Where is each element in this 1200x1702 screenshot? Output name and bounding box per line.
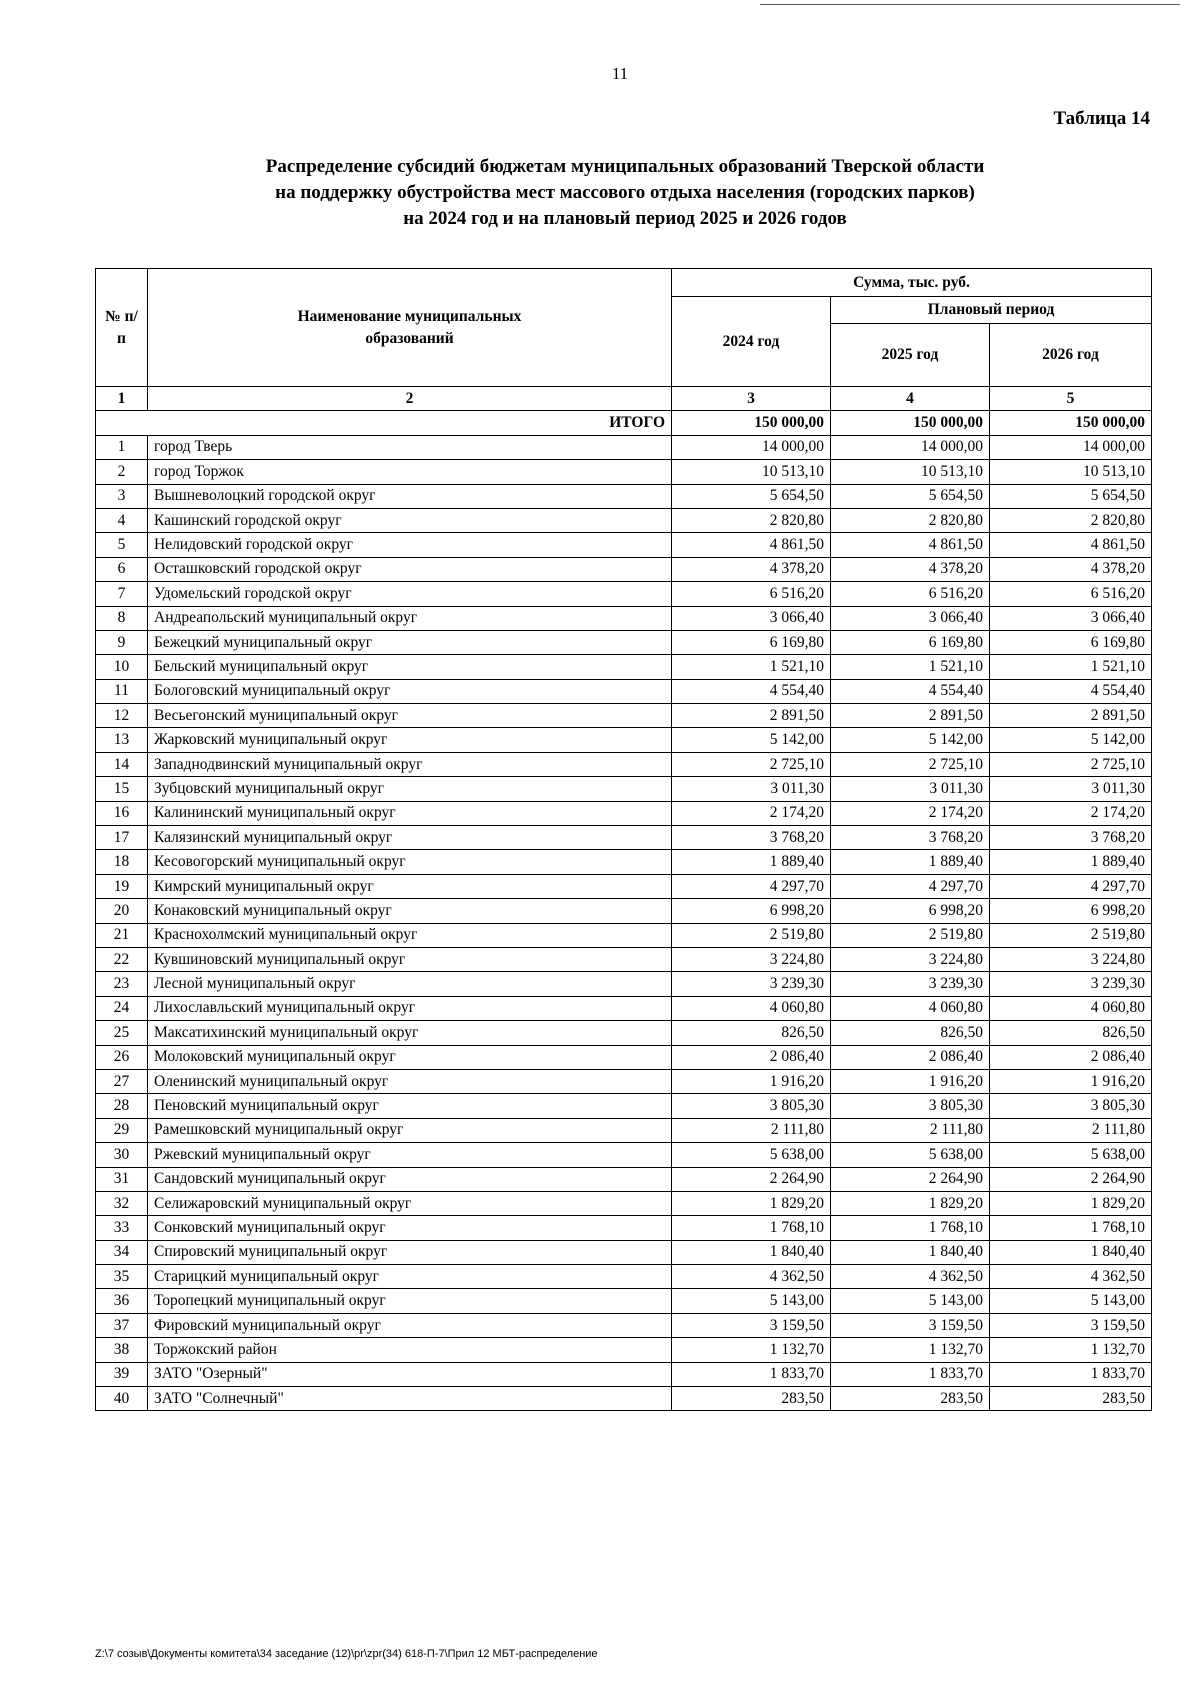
row-name: ЗАТО "Озерный" (148, 1362, 672, 1386)
row-number: 16 (96, 801, 148, 825)
row-value-2025: 1 829,20 (831, 1191, 990, 1215)
row-number: 5 (96, 533, 148, 557)
table-row (96, 1313, 1152, 1337)
row-number: 38 (96, 1338, 148, 1362)
row-number: 30 (96, 1143, 148, 1167)
header-2026: 2026 год (990, 324, 1152, 387)
row-value-2025: 2 519,80 (831, 923, 990, 947)
table-row (96, 582, 1152, 606)
row-number: 35 (96, 1265, 148, 1289)
row-number: 22 (96, 947, 148, 971)
row-number: 17 (96, 826, 148, 850)
table-row (96, 557, 1152, 581)
row-value-2026: 1 132,70 (990, 1338, 1152, 1362)
row-value-2026: 1 521,10 (990, 655, 1152, 679)
row-value-2025: 2 174,20 (831, 801, 990, 825)
row-name: Кесовогорский муниципальный округ (148, 850, 672, 874)
row-value-2024: 3 066,40 (672, 606, 831, 630)
total-label: ИТОГО (96, 411, 672, 435)
row-value-2024: 6 998,20 (672, 899, 831, 923)
table-row (96, 679, 1152, 703)
row-value-2024: 2 086,40 (672, 1045, 831, 1069)
table-row (96, 508, 1152, 532)
row-number: 24 (96, 996, 148, 1020)
row-name: Калязинский муниципальный округ (148, 826, 672, 850)
row-number: 8 (96, 606, 148, 630)
row-value-2025: 5 654,50 (831, 484, 990, 508)
row-value-2025: 6 998,20 (831, 899, 990, 923)
row-number: 20 (96, 899, 148, 923)
row-value-2026: 5 142,00 (990, 728, 1152, 752)
row-value-2024: 1 889,40 (672, 850, 831, 874)
row-name: Старицкий муниципальный округ (148, 1265, 672, 1289)
table-row (96, 655, 1152, 679)
row-value-2025: 3 239,30 (831, 972, 990, 996)
row-name: Бельский муниципальный округ (148, 655, 672, 679)
header-sum: Сумма, тыс. руб. (672, 269, 1152, 297)
total-2026: 150 000,00 (990, 411, 1152, 435)
table-row (96, 484, 1152, 508)
table-row (96, 1118, 1152, 1142)
row-value-2024: 2 519,80 (672, 923, 831, 947)
row-value-2024: 5 143,00 (672, 1289, 831, 1313)
table-row (96, 630, 1152, 654)
row-name: Молоковский муниципальный округ (148, 1045, 672, 1069)
row-name: Андреапольский муниципальный округ (148, 606, 672, 630)
row-value-2025: 4 378,20 (831, 557, 990, 581)
table-row (96, 874, 1152, 898)
row-number: 21 (96, 923, 148, 947)
col-number-1: 1 (96, 387, 148, 411)
row-value-2026: 2 264,90 (990, 1167, 1152, 1191)
row-value-2024: 14 000,00 (672, 435, 831, 459)
row-name: Калининский муниципальный округ (148, 801, 672, 825)
row-value-2025: 5 143,00 (831, 1289, 990, 1313)
scan-edge-line (760, 4, 1180, 5)
row-value-2026: 5 654,50 (990, 484, 1152, 508)
row-name: Вышневолоцкий городской округ (148, 484, 672, 508)
row-value-2024: 6 169,80 (672, 630, 831, 654)
table-row (96, 1021, 1152, 1045)
row-number: 9 (96, 630, 148, 654)
row-number: 11 (96, 679, 148, 703)
row-name: Пеновский муниципальный округ (148, 1094, 672, 1118)
row-number: 14 (96, 752, 148, 776)
row-value-2025: 1 833,70 (831, 1362, 990, 1386)
row-value-2026: 2 725,10 (990, 752, 1152, 776)
row-value-2024: 1 521,10 (672, 655, 831, 679)
row-value-2026: 4 861,50 (990, 533, 1152, 557)
row-number: 26 (96, 1045, 148, 1069)
header-2024: 2024 год (672, 297, 831, 387)
row-number: 37 (96, 1313, 148, 1337)
row-name: Лихославльский муниципальный округ (148, 996, 672, 1020)
row-value-2024: 2 264,90 (672, 1167, 831, 1191)
header-num: № п/п (96, 269, 148, 387)
row-number: 31 (96, 1167, 148, 1191)
row-number: 4 (96, 508, 148, 532)
row-name: Фировский муниципальный округ (148, 1313, 672, 1337)
row-value-2026: 3 239,30 (990, 972, 1152, 996)
row-value-2024: 10 513,10 (672, 460, 831, 484)
table-row (96, 777, 1152, 801)
table-row (96, 460, 1152, 484)
row-value-2026: 6 169,80 (990, 630, 1152, 654)
row-value-2025: 5 142,00 (831, 728, 990, 752)
row-name: Конаковский муниципальный округ (148, 899, 672, 923)
table-row (96, 704, 1152, 728)
row-value-2025: 14 000,00 (831, 435, 990, 459)
row-number: 29 (96, 1118, 148, 1142)
header-name-text: Наименование муниципальных образований (297, 307, 522, 347)
row-name: Бологовский муниципальный округ (148, 679, 672, 703)
row-value-2026: 5 638,00 (990, 1143, 1152, 1167)
row-number: 6 (96, 557, 148, 581)
row-value-2026: 1 889,40 (990, 850, 1152, 874)
col-number-3: 3 (672, 387, 831, 411)
row-number: 40 (96, 1387, 148, 1411)
header-name (148, 269, 672, 387)
row-value-2026: 6 998,20 (990, 899, 1152, 923)
table-row (96, 435, 1152, 459)
row-value-2024: 2 725,10 (672, 752, 831, 776)
row-value-2025: 2 111,80 (831, 1118, 990, 1142)
row-number: 34 (96, 1240, 148, 1264)
row-value-2025: 3 159,50 (831, 1313, 990, 1337)
row-value-2024: 1 768,10 (672, 1216, 831, 1240)
row-value-2025: 1 840,40 (831, 1240, 990, 1264)
row-name: Бежецкий муниципальный округ (148, 630, 672, 654)
col-number-2: 2 (148, 387, 672, 411)
row-value-2026: 3 011,30 (990, 777, 1152, 801)
row-value-2026: 3 805,30 (990, 1094, 1152, 1118)
row-value-2026: 283,50 (990, 1387, 1152, 1411)
file-path-footer: Z:\7 созыв\Документы комитета\34 заседание (12)\pr\zpr(34) 618-П-7\Прил 12 МБТ-распределение (95, 1648, 598, 1660)
row-value-2025: 1 521,10 (831, 655, 990, 679)
table-row (96, 1265, 1152, 1289)
row-value-2025: 4 297,70 (831, 874, 990, 898)
row-number: 19 (96, 874, 148, 898)
row-value-2024: 3 768,20 (672, 826, 831, 850)
row-value-2026: 2 111,80 (990, 1118, 1152, 1142)
subsidy-table (95, 268, 1152, 1411)
row-name: Зубцовский муниципальный округ (148, 777, 672, 801)
row-value-2025: 4 554,40 (831, 679, 990, 703)
row-value-2026: 1 768,10 (990, 1216, 1152, 1240)
table-row (96, 1216, 1152, 1240)
row-value-2026: 3 159,50 (990, 1313, 1152, 1337)
row-name: Спировский муниципальный округ (148, 1240, 672, 1264)
row-value-2026: 5 143,00 (990, 1289, 1152, 1313)
table-row (96, 533, 1152, 557)
row-value-2026: 2 174,20 (990, 801, 1152, 825)
row-number: 28 (96, 1094, 148, 1118)
row-name: Максатихинский муниципальный округ (148, 1021, 672, 1045)
row-value-2025: 4 861,50 (831, 533, 990, 557)
row-name: Краснохолмский муниципальный округ (148, 923, 672, 947)
row-value-2026: 4 378,20 (990, 557, 1152, 581)
total-2025: 150 000,00 (831, 411, 990, 435)
row-value-2024: 3 159,50 (672, 1313, 831, 1337)
row-number: 23 (96, 972, 148, 996)
row-value-2025: 6 516,20 (831, 582, 990, 606)
row-name: Лесной муниципальный округ (148, 972, 672, 996)
table-row (96, 1045, 1152, 1069)
table-row (96, 1387, 1152, 1411)
row-value-2025: 3 066,40 (831, 606, 990, 630)
row-value-2025: 1 916,20 (831, 1069, 990, 1093)
table-row (96, 972, 1152, 996)
row-value-2026: 2 891,50 (990, 704, 1152, 728)
row-name: Сонковский муниципальный округ (148, 1216, 672, 1240)
title-line-2: на поддержку обустройства мест массового отдыха населения (городских парков) (275, 182, 975, 203)
table-row (96, 996, 1152, 1020)
row-number: 25 (96, 1021, 148, 1045)
row-name: Сандовский муниципальный округ (148, 1167, 672, 1191)
col-number-5: 5 (990, 387, 1152, 411)
row-value-2024: 1 829,20 (672, 1191, 831, 1215)
row-value-2026: 6 516,20 (990, 582, 1152, 606)
table-row (96, 801, 1152, 825)
row-value-2025: 2 725,10 (831, 752, 990, 776)
row-name: Ржевский муниципальный округ (148, 1143, 672, 1167)
total-2024: 150 000,00 (672, 411, 831, 435)
row-value-2025: 10 513,10 (831, 460, 990, 484)
table-row (96, 923, 1152, 947)
row-value-2024: 3 239,30 (672, 972, 831, 996)
table-row (96, 1167, 1152, 1191)
row-name: Кашинский городской округ (148, 508, 672, 532)
row-value-2025: 3 224,80 (831, 947, 990, 971)
row-number: 3 (96, 484, 148, 508)
title-line-3: на 2024 год и на плановый период 2025 и 2026 годов (403, 208, 847, 229)
row-number: 18 (96, 850, 148, 874)
row-value-2025: 4 060,80 (831, 996, 990, 1020)
table-row (96, 1240, 1152, 1264)
table-row (96, 947, 1152, 971)
document-title (140, 154, 1110, 232)
row-number: 39 (96, 1362, 148, 1386)
header-2025: 2025 год (831, 324, 990, 387)
row-value-2024: 4 060,80 (672, 996, 831, 1020)
table-row (96, 1094, 1152, 1118)
row-number: 1 (96, 435, 148, 459)
row-value-2024: 4 554,40 (672, 679, 831, 703)
row-value-2024: 2 174,20 (672, 801, 831, 825)
row-value-2026: 4 060,80 (990, 996, 1152, 1020)
row-number: 13 (96, 728, 148, 752)
table-row (96, 1289, 1152, 1313)
row-name: ЗАТО "Солнечный" (148, 1387, 672, 1411)
row-value-2024: 1 840,40 (672, 1240, 831, 1264)
row-name: Торопецкий муниципальный округ (148, 1289, 672, 1313)
row-number: 27 (96, 1069, 148, 1093)
row-value-2025: 826,50 (831, 1021, 990, 1045)
title-line-1: Распределение субсидий бюджетам муниципальных образований Тверской области (265, 156, 985, 177)
row-number: 7 (96, 582, 148, 606)
total-row (96, 411, 1152, 435)
row-name: Кимрский муниципальный округ (148, 874, 672, 898)
row-value-2025: 4 362,50 (831, 1265, 990, 1289)
row-value-2025: 283,50 (831, 1387, 990, 1411)
row-name: Селижаровский муниципальный округ (148, 1191, 672, 1215)
row-value-2025: 5 638,00 (831, 1143, 990, 1167)
row-name: Оленинский муниципальный округ (148, 1069, 672, 1093)
row-name: Торжокский район (148, 1338, 672, 1362)
row-name: Рамешковский муниципальный округ (148, 1118, 672, 1142)
row-name: город Тверь (148, 435, 672, 459)
row-name: Осташковский городской округ (148, 557, 672, 581)
table-row (96, 850, 1152, 874)
row-number: 32 (96, 1191, 148, 1215)
table-row (96, 1069, 1152, 1093)
row-value-2026: 1 840,40 (990, 1240, 1152, 1264)
row-value-2024: 1 916,20 (672, 1069, 831, 1093)
row-value-2026: 826,50 (990, 1021, 1152, 1045)
row-value-2024: 283,50 (672, 1387, 831, 1411)
row-value-2024: 3 011,30 (672, 777, 831, 801)
row-number: 36 (96, 1289, 148, 1313)
row-value-2024: 2 111,80 (672, 1118, 831, 1142)
row-value-2025: 1 768,10 (831, 1216, 990, 1240)
table-row (96, 1338, 1152, 1362)
table-label: Таблица 14 (1053, 108, 1150, 129)
row-value-2025: 3 011,30 (831, 777, 990, 801)
row-value-2026: 4 554,40 (990, 679, 1152, 703)
row-value-2026: 10 513,10 (990, 460, 1152, 484)
row-name: Удомельский городской округ (148, 582, 672, 606)
row-value-2026: 3 768,20 (990, 826, 1152, 850)
row-value-2026: 14 000,00 (990, 435, 1152, 459)
row-value-2026: 3 066,40 (990, 606, 1152, 630)
row-value-2024: 4 297,70 (672, 874, 831, 898)
row-value-2026: 4 297,70 (990, 874, 1152, 898)
col-number-4: 4 (831, 387, 990, 411)
table-row (96, 1362, 1152, 1386)
row-value-2025: 2 820,80 (831, 508, 990, 532)
row-value-2024: 5 654,50 (672, 484, 831, 508)
row-value-2025: 1 132,70 (831, 1338, 990, 1362)
row-value-2026: 2 820,80 (990, 508, 1152, 532)
row-name: Жарковский муниципальный округ (148, 728, 672, 752)
row-value-2025: 6 169,80 (831, 630, 990, 654)
row-value-2024: 1 132,70 (672, 1338, 831, 1362)
row-value-2024: 4 861,50 (672, 533, 831, 557)
row-number: 2 (96, 460, 148, 484)
row-value-2026: 2 519,80 (990, 923, 1152, 947)
row-value-2024: 4 362,50 (672, 1265, 831, 1289)
row-value-2026: 1 916,20 (990, 1069, 1152, 1093)
row-name: город Торжок (148, 460, 672, 484)
row-value-2025: 2 891,50 (831, 704, 990, 728)
header-plan: Плановый период (831, 297, 1152, 324)
row-value-2026: 3 224,80 (990, 947, 1152, 971)
row-number: 10 (96, 655, 148, 679)
row-value-2026: 1 829,20 (990, 1191, 1152, 1215)
row-value-2025: 3 768,20 (831, 826, 990, 850)
row-value-2024: 826,50 (672, 1021, 831, 1045)
row-value-2024: 3 805,30 (672, 1094, 831, 1118)
row-value-2024: 2 891,50 (672, 704, 831, 728)
table-row (96, 728, 1152, 752)
row-value-2024: 5 142,00 (672, 728, 831, 752)
table-row (96, 752, 1152, 776)
row-value-2024: 3 224,80 (672, 947, 831, 971)
row-value-2025: 1 889,40 (831, 850, 990, 874)
row-value-2026: 4 362,50 (990, 1265, 1152, 1289)
row-value-2025: 2 264,90 (831, 1167, 990, 1191)
table-row (96, 606, 1152, 630)
row-number: 33 (96, 1216, 148, 1240)
table-row (96, 1191, 1152, 1215)
row-value-2024: 5 638,00 (672, 1143, 831, 1167)
row-value-2025: 3 805,30 (831, 1094, 990, 1118)
row-value-2024: 6 516,20 (672, 582, 831, 606)
row-value-2024: 2 820,80 (672, 508, 831, 532)
row-value-2024: 4 378,20 (672, 557, 831, 581)
page-number: 11 (611, 64, 629, 83)
table-row (96, 826, 1152, 850)
table-row (96, 899, 1152, 923)
row-name: Весьегонский муниципальный округ (148, 704, 672, 728)
row-number: 15 (96, 777, 148, 801)
row-name: Западнодвинский муниципальный округ (148, 752, 672, 776)
row-name: Нелидовский городской округ (148, 533, 672, 557)
row-value-2024: 1 833,70 (672, 1362, 831, 1386)
table-row (96, 1143, 1152, 1167)
row-number: 12 (96, 704, 148, 728)
row-name: Кувшиновский муниципальный округ (148, 947, 672, 971)
row-value-2026: 1 833,70 (990, 1362, 1152, 1386)
row-value-2026: 2 086,40 (990, 1045, 1152, 1069)
row-value-2025: 2 086,40 (831, 1045, 990, 1069)
